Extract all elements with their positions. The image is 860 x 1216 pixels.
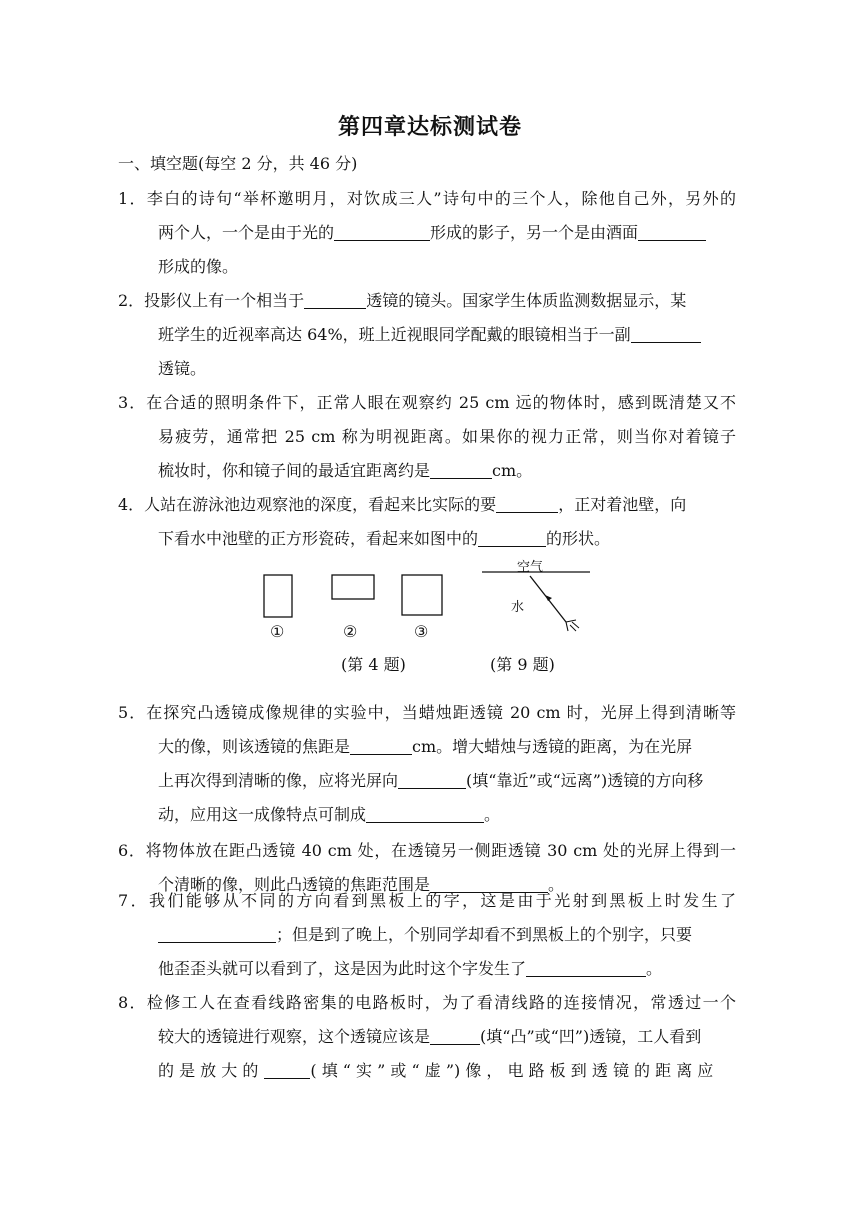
q3-text-a: 梳妆时，你和镜子间的最适宜距离约是 [158,461,431,480]
q8-line-1: 8．检修工人在查看线路密集的电路板时，为了看清线路的连接情况，常透过一个 [118,993,736,1012]
q5-line-3 [118,764,736,798]
q5-line-4 [118,798,736,832]
q7-text-a: ；但是到了晚上，个别同学却看不到黑板上的个别字，只要 [276,925,693,944]
fig4-tall-rectangle [264,575,292,617]
q1-blank-2[interactable] [638,222,706,241]
page-title: 第四章达标测试卷 [337,115,522,140]
q5-text-a: 大的像，则该透镜的焦距是 [158,737,351,756]
question-4 [118,488,736,556]
q1-line-1: 1．李白的诗句“举杯邀明月，对饮成三人”诗句中的三个人，除他自己外，另外的 [118,189,736,208]
q2-text-a: 2．投影仪上有一个相当于 [118,291,305,310]
q4-blank-2[interactable] [478,528,546,547]
fig4-label-2: ② [343,622,358,641]
figures-area [0,558,860,678]
q7-blank-1[interactable] [158,924,276,943]
q1-line-2 [118,216,736,250]
q7-text-b: 他歪歪头就可以看到了，这是因为此时这个字发生了 [158,959,527,978]
q3-line-3 [118,454,736,488]
fig4-square [402,575,442,615]
q5-text-b: cm。增大蜡烛与透镜的距离，为在光屏 [412,737,693,756]
q5-blank-1[interactable] [350,736,412,755]
q8-text-c: 的 是 放 大 的 [158,1061,259,1080]
q6-line-1: 6．将物体放在距凸透镜 40 cm 处，在透镜另一侧距透镜 30 cm 处的光屏上得到一 [118,841,736,860]
fig9-water-label: 水 [511,600,525,615]
question-1 [118,182,736,284]
q4-text-c: 下看水中池壁的正方形瓷砖，看起来如图中的 [158,529,479,548]
q4-line-2 [118,522,736,556]
q5-line-1: 5．在探究凸透镜成像规律的实验中，当蜡烛距透镜 20 cm 时，光屏上得到清晰等 [118,703,736,722]
q5-text-f: 。 [484,805,501,824]
q7-line-2 [118,918,736,952]
question-5 [118,696,736,832]
q8-text-a: 较大的透镜进行观察，这个透镜应该是 [158,1027,431,1046]
q2-line-2 [118,318,736,352]
q2-blank-2[interactable] [631,324,701,343]
q4-line-1 [118,488,736,522]
q8-blank-2[interactable] [264,1060,310,1079]
q1-text-b: 形成的影子，另一个是由酒面 [430,223,639,242]
fig9-eye-icon [566,620,579,631]
q5-text-d: (填“靠近”或“远离”)透镜的方向移 [466,771,704,790]
q1-line-3: 形成的像。 [158,257,239,276]
q2-text-c: 班学生的近视率高达 64%，班上近视眼同学配戴的眼镜相当于一副 [158,325,631,344]
q1-blank-1[interactable] [334,222,430,241]
q3-text-b: cm。 [492,461,533,480]
q5-text-e: 动，应用这一成像特点可制成 [158,805,367,824]
question-7 [118,884,736,986]
q7-text-c: 。 [646,959,663,978]
q7-blank-2[interactable] [526,958,646,977]
q2-line-3: 透镜。 [158,359,207,378]
q8-text-b: (填“凸”或“凹”)透镜，工人看到 [480,1027,702,1046]
q7-line-3 [118,952,736,986]
question-8 [118,986,736,1088]
q8-text-d: ( 填 “ 实 ” 或 “ 虚 ”) 像 ， 电 路 板 到 透 镜 的 距 离 应 [310,1061,714,1080]
q1-text-a: 两个人，一个是由于光的 [158,223,335,242]
q3-line-1: 3．在合适的照明条件下，正常人眼在观察约 25 cm 远的物体时，感到既清楚又不 [118,393,736,412]
q2-line-1 [118,284,736,318]
fig4-caption: (第 4 题) [341,655,406,674]
q8-blank-1[interactable] [430,1026,480,1045]
q5-blank-2[interactable] [398,770,466,789]
q5-blank-3[interactable] [366,804,484,823]
q5-text-c: 上再次得到清晰的像，应将光屏向 [158,771,399,790]
q2-blank-1[interactable] [304,290,366,309]
q6-text-b: 。 [548,875,565,894]
fig9-arrow-icon [545,595,552,601]
q8-line-3 [118,1054,736,1088]
question-3 [118,386,736,488]
q4-text-b: ，正对着池壁，向 [558,495,687,514]
fig4-label-3: ③ [414,622,429,641]
fig9-air-label: 空气 [517,560,544,575]
q3-blank-1[interactable] [430,460,492,479]
figure-4-shapes [0,558,860,678]
q8-line-2 [118,1020,736,1054]
q6-text-a: 个清晰的像，则此凸透镜的焦距范围是 [158,875,431,894]
fig9-caption: (第 9 题) [490,655,555,674]
q3-line-2: 易疲劳，通常把 25 cm 称为明视距离。如果你的视力正常，则当你对着镜子 [158,427,736,446]
section-heading: 一、填空题(每空 2 分，共 46 分) [118,154,358,173]
fig4-wide-rectangle [332,575,374,599]
question-2 [118,284,736,386]
q2-text-b: 透镜的镜头。国家学生体质监测数据显示，某 [366,291,687,310]
q4-text-d: 的形状。 [546,529,611,548]
q7-line-1: 7．我们能够从不同的方向看到黑板上的字，这是由于光射到黑板上时发生了 [118,891,736,910]
q4-text-a: 4．人站在游泳池边观察池的深度，看起来比实际的要 [118,495,497,514]
q4-blank-1[interactable] [496,494,558,513]
fig4-label-1: ① [270,622,285,641]
q5-line-2 [118,730,736,764]
